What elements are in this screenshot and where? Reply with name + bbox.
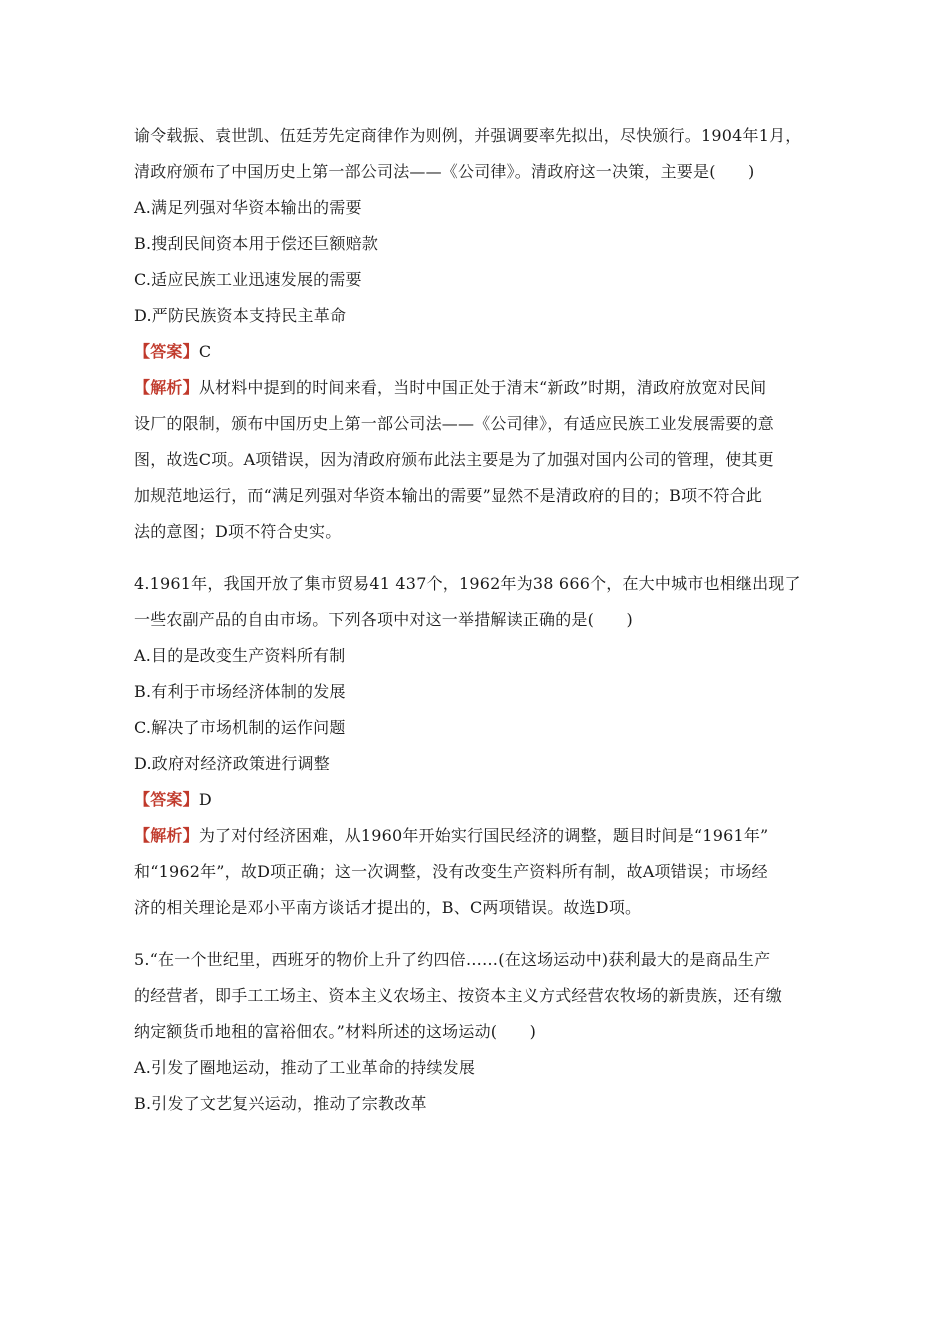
question-5 xyxy=(134,942,834,1122)
q3-analysis-line-1 xyxy=(134,370,834,406)
spacer xyxy=(134,550,834,566)
answer-value: D xyxy=(198,790,212,809)
answer-value: C xyxy=(198,342,212,361)
q3-option-a: A.满足列强对华资本输出的需要 xyxy=(134,198,362,217)
q5-option-a: A.引发了圈地运动，推动了工业革命的持续发展 xyxy=(134,1058,476,1077)
q4-option-a: A.目的是改变生产资料所有制 xyxy=(134,646,346,665)
q4-option-d: D.政府对经济政策进行调整 xyxy=(134,754,330,773)
q5-stem-line-2: 的经营者，即手工工场主、资本主义农场主、按资本主义方式经营农牧场的新贵族，还有缴 xyxy=(134,986,783,1005)
q4-analysis-line-3: 济的相关理论是邓小平南方谈话才提出的，B、C两项错误。故选D项。 xyxy=(134,898,642,917)
q4-analysis-line-2: 和“1962年”，故D项正确；这一次调整，没有改变生产资料所有制，故A项错误；市场经 xyxy=(134,862,768,881)
q4-stem-line-2: 一些农副产品的自由市场。下列各项中对这一举措解读正确的是( ) xyxy=(134,610,633,629)
q3-analysis-line-4: 加规范地运行，而“满足列强对华资本输出的需要”显然不是清政府的目的；B项不符合此 xyxy=(134,486,763,505)
q4-stem-line-1: 4.1961年，我国开放了集市贸易41 437个，1962年为38 666个，在大中城市也相继出现了 xyxy=(134,574,801,593)
q3-stem-line-1: 谕令载振、袁世凯、伍廷芳先定商律作为则例，并强调要率先拟出，尽快颁行。1904年1月， xyxy=(134,126,802,145)
question-4 xyxy=(134,566,834,926)
q3-analysis-line-5: 法的意图；D项不符合史实。 xyxy=(134,522,342,541)
q3-option-c: C.适应民族工业迅速发展的需要 xyxy=(134,270,362,289)
q3-analysis-line-2: 设厂的限制，颁布中国历史上第一部公司法——《公司律》，有适应民族工业发展需要的意 xyxy=(134,414,775,433)
analysis-tag: 【解析】 xyxy=(134,826,199,845)
q5-option-b: B.引发了文艺复兴运动，推动了宗教改革 xyxy=(134,1094,427,1113)
analysis-tag: 【解析】 xyxy=(134,378,199,397)
analysis-text: 从材料中提到的时间来看，当时中国正处于清末“新政”时期，清政府放宽对民间 xyxy=(198,378,767,397)
answer-tag: 【答案】 xyxy=(134,790,199,809)
q5-stem-line-3: 纳定额货币地租的富裕佃农。”材料所述的这场运动( ) xyxy=(134,1022,537,1041)
document-page xyxy=(134,118,834,1122)
q4-option-c: C.解决了市场机制的运作问题 xyxy=(134,718,346,737)
q4-option-b: B.有利于市场经济体制的发展 xyxy=(134,682,346,701)
spacer xyxy=(134,926,834,942)
q3-answer xyxy=(134,334,834,370)
analysis-text: 为了对付经济困难，从1960年开始实行国民经济的调整，题目时间是“1961年” xyxy=(198,826,769,845)
q3-stem-line-2: 清政府颁布了中国历史上第一部公司法——《公司律》。清政府这一决策，主要是( ) xyxy=(134,162,755,181)
question-3 xyxy=(134,118,834,550)
q3-option-d: D.严防民族资本支持民主革命 xyxy=(134,306,347,325)
q4-answer xyxy=(134,782,834,818)
q4-analysis-line-1 xyxy=(134,818,834,854)
q3-analysis-line-3: 图，故选C项。A项错误，因为清政府颁布此法主要是为了加强对国内公司的管理，使其更 xyxy=(134,450,774,469)
q5-stem-line-1: 5.“在一个世纪里，西班牙的物价上升了约四倍……(在这场运动中)获利最大的是商品生产 xyxy=(134,950,771,969)
answer-tag: 【答案】 xyxy=(134,342,199,361)
q3-option-b: B.搜刮民间资本用于偿还巨额赔款 xyxy=(134,234,379,253)
